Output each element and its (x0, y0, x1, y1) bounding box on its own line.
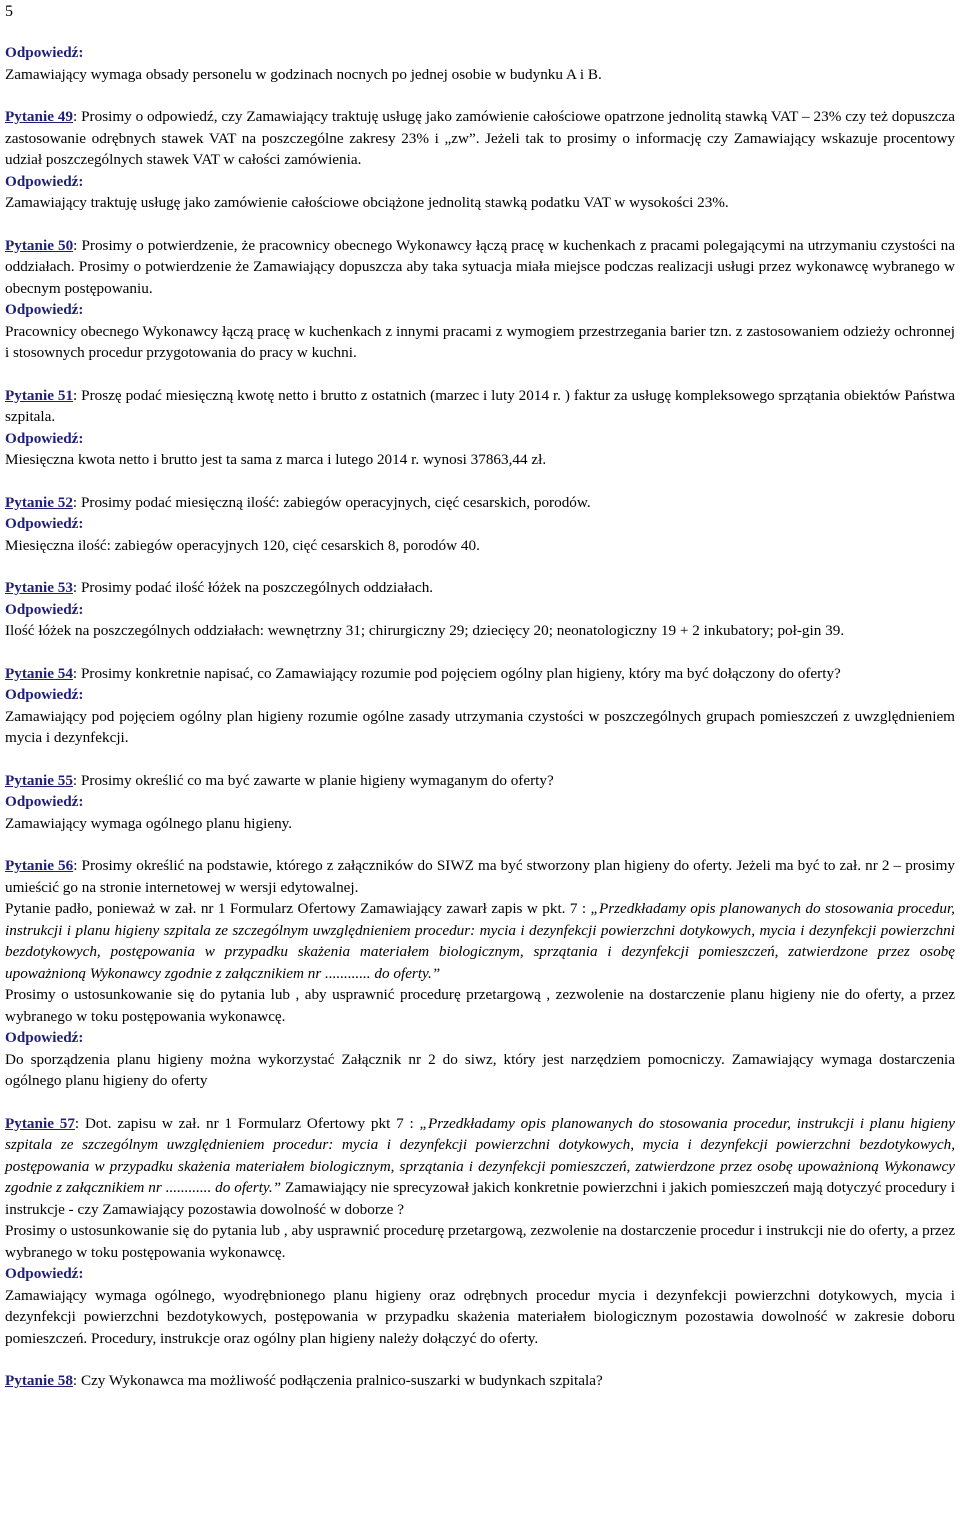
page-number: 5 (5, 3, 13, 20)
answer-text: Zamawiający wymaga ogólnego planu higieny. (5, 814, 293, 832)
question-request: Prosimy o ustosunkowanie się do pytania lub , aby usprawnić procedurę przetargową, zezwolenie na dostarczenie procedur i instrukcji nie do oferty, a przez wybranego w toku postępowania wykonawcę. (5, 1222, 955, 1261)
question-49-block (5, 106, 955, 214)
document-content (5, 42, 955, 1392)
answer-label: Odpowiedź: (5, 600, 84, 618)
question-text: Pytanie 49: Prosimy o odpowiedź, czy Zamawiający traktuję usługę jako zamówienie całościowe opatrzone jednolitą stawką VAT – 23% czy też dopuszcza zastosowanie odrębnych stawek VAT na poszczególne zakresy 23% i „zw”. Jeżeli tak to prosimy o informację czy Zamawiający wskazuje procentowy udział poszczególnych stawek VAT w całości zamówienia. (5, 108, 955, 168)
question-56-block (5, 855, 955, 1092)
question-text: Pytanie 55: Prosimy określić co ma być zawarte w planie higieny wymaganym do oferty? (5, 771, 554, 789)
answer-text: Miesięczna kwota netto i brutto jest ta sama z marca i lutego 2014 r. wynosi 37863,44 zł. (5, 451, 547, 468)
question-51-block (5, 385, 955, 471)
question-text: Pytanie 58: Czy Wykonawca ma możliwość podłączenia pralnico-suszarki w budynkach szpitala? (5, 1372, 603, 1389)
question-label: Pytanie 58 (5, 1372, 73, 1389)
question-label: Pytanie 54 (5, 664, 73, 682)
question-label: Pytanie 50 (5, 236, 74, 254)
answer-label: Odpowiedź: (5, 793, 84, 810)
question-text: Pytanie 51: Proszę podać miesięczną kwotę netto i brutto z ostatnich (marzec i luty 2014 r. ) faktur za usługę kompleksowego sprzątania obiektów Państwa szpitala. (5, 386, 956, 425)
question-53-block (5, 577, 955, 642)
answer-label: Odpowiedź: (5, 515, 84, 532)
question-58-block (5, 1370, 955, 1392)
answer-label: Odpowiedź: (5, 686, 84, 703)
question-57-block (5, 1113, 955, 1350)
question-label: Pytanie 55 (5, 771, 73, 789)
question-text: Pytanie 50: Prosimy o potwierdzenie, że pracownicy obecnego Wykonawcy łączą pracę w kuchenkach z pracami polegającymi na utrzymaniu czystości na oddziałach. Prosimy o potwierdzenie że Zamawiający dopuszcza aby taka sytuacja miała miejsce podczas realizacji usługi przez wykonawcę wybranego w obecnym postępowaniu. (5, 236, 955, 297)
answer-text: Zamawiający wymaga obsady personelu w godzinach nocnych po jednej osobie w budynku A i B. (5, 65, 602, 83)
question-text: Pytanie 56: Prosimy określić na podstawie, którego z załączników do SIWZ ma być stworzony plan higieny do oferty. Jeżeli ma być to zał. nr 2 – prosimy umieścić go na stronie internetowej w wersji edytowalnej. (5, 857, 955, 896)
question-request: Prosimy o ustosunkowanie się do pytania lub , aby usprawnić procedurę przetargową , zezwolenie na dostarczenie planu higieny nie do oferty, a przez wybranego w toku postępowania wykonawcę. (5, 986, 955, 1025)
answer-label: Odpowiedź: (5, 1029, 84, 1046)
question-text: Pytanie 52: Prosimy podać miesięczną ilość: zabiegów operacyjnych, cięć cesarskich, porodów. (5, 493, 591, 511)
question-52-block (5, 492, 955, 557)
answer-label: Odpowiedź: (5, 172, 84, 190)
answer-text: Do sporządzenia planu higieny można wykorzystać Załącznik nr 2 do siwz, który jest narzędziem pomocniczy. Zamawiający wymaga dostarczenia ogólnego planu higieny do oferty (5, 1050, 955, 1089)
question-label: Pytanie 49 (5, 108, 73, 125)
quoted-form-clause: „Przedkładamy opis planowanych do stosowania procedur, instrukcji i planu higieny szpitala ze szczególnym uwzględnieniem procedur: mycia i dezynfekcji powierzchni dotykowych, mycia i dezynfekcji powierzchni bezdotykowych, postępowania w przypadku skażenia materiałem biologicznym, sprzątania i dezynfekcji pomieszczeń, zatwierdzone przez osobę upoważnioną Wykonawcy zgodnie z załącznikiem nr ............ do oferty.” (5, 900, 955, 982)
answer-text: Zamawiający traktuję usługę jako zamówienie całościowe obciążone jednolitą stawką podatku VAT w wysokości 23%. (5, 194, 729, 211)
answer-label: Odpowiedź: (5, 1265, 84, 1282)
question-label: Pytanie 53 (5, 579, 73, 596)
question-54-block (5, 663, 955, 749)
answer-text: Pracownicy obecnego Wykonawcy łączą pracę w kuchenkach z innymi pracami z wymogiem przestrzegania barier tzn. z zastosowaniem odzieży ochronnej i stosownych procedur przygotowania do pracy w kuchni. (5, 322, 955, 361)
question-label: Pytanie 51 (5, 386, 74, 404)
intro-answer-block (5, 42, 955, 85)
answer-text: Zamawiający pod pojęciem ogólny plan higieny rozumie ogólne zasady utrzymania czystości w poszczególnych grupach pomieszczeń z uwzględnieniem mycia i dezynfekcji. (5, 707, 955, 746)
question-50-block (5, 235, 955, 364)
question-text: Pytanie 57: Dot. zapisu w zał. nr 1 Formularz Ofertowy pkt 7 : „Przedkładamy opis planowanych do stosowania procedur, instrukcji i planu higieny szpitala ze szczególnym uwzględnieniem procedur: mycia i dezynfekcji powierzchni dotykowych, mycia i dezynfekcji powierzchni bezdotykowych, postępowania w przypadku skażenia materiałem biologicznym, sprzątania i dezynfekcji pomieszczeń, zatwierdzone przez osobę upoważnioną Wykonawcy zgodnie z załącznikiem nr ............ do oferty.” Zamawiający nie sprecyzował jakich konkretnie powierzchni i jakich pomieszczeń mają dotyczyć procedury i instrukcje - czy Zamawiający pozostawia dowolność w doborze ? (5, 1114, 955, 1218)
question-55-block (5, 770, 955, 835)
question-label: Pytanie 57 (5, 1114, 75, 1132)
question-label: Pytanie 56 (5, 857, 74, 874)
answer-label: Odpowiedź: (5, 429, 84, 447)
answer-label: Odpowiedź: (5, 301, 84, 318)
question-label: Pytanie 52 (5, 493, 73, 511)
question-text: Pytanie 53: Prosimy podać ilość łóżek na poszczególnych oddziałach. (5, 579, 434, 596)
answer-text: Ilość łóżek na poszczególnych oddziałach: wewnętrzny 31; chirurgiczny 29; dziecięcy 20; neonatologiczny 19 + 2 inkubatory; poł-gin 39. (5, 622, 845, 639)
question-text: Pytanie 54: Prosimy konkretnie napisać, co Zamawiający rozumie pod pojęciem ogólny plan higieny, który ma być dołączony do oferty? (5, 664, 841, 682)
answer-text: Miesięczna ilość: zabiegów operacyjnych 120, cięć cesarskich 8, porodów 40. (5, 536, 480, 554)
answer-label: Odpowiedź: (5, 44, 84, 61)
quoted-form-clause: „Przedkładamy opis planowanych do stosowania procedur, instrukcji i planu higieny szpitala ze szczególnym uwzględnieniem procedur: mycia i dezynfekcji powierzchni dotykowych, mycia i dezynfekcji powierzchni bezdotykowych, postępowania w przypadku skażenia materiałem biologicznym, sprzątania i dezynfekcji pomieszczeń, zatwierdzone przez osobę upoważnioną Wykonawcy zgodnie z załącznikiem nr ............ do oferty.” (5, 1114, 955, 1196)
question-context: Pytanie padło, ponieważ w zał. nr 1 Formularz Ofertowy Zamawiający zawarł zapis w pkt. 7 : „Przedkładamy opis planowanych do stosowania procedur, instrukcji i planu higieny szpitala ze szczególnym uwzględnieniem procedur: mycia i dezynfekcji powierzchni dotykowych, mycia i dezynfekcji powierzchni bezdotykowych, postępowania w przypadku skażenia materiałem biologicznym, sprzątania i dezynfekcji pomieszczeń, zatwierdzone przez osobę upoważnioną Wykonawcy zgodnie z załącznikiem nr ............ do oferty.” (5, 900, 955, 982)
answer-text: Zamawiający wymaga ogólnego, wyodrębnionego planu higieny oraz odrębnych procedur mycia i dezynfekcji powierzchni dotykowych, mycia i dezynfekcji powierzchni bezdotykowych, postępowania w przypadku skażenia materiałem biologicznym pozostawia dowolność w zakresie doboru pomieszczeń. Procedury, instrukcje oraz ogólny plan higieny należy dołączyć do oferty. (5, 1286, 955, 1347)
